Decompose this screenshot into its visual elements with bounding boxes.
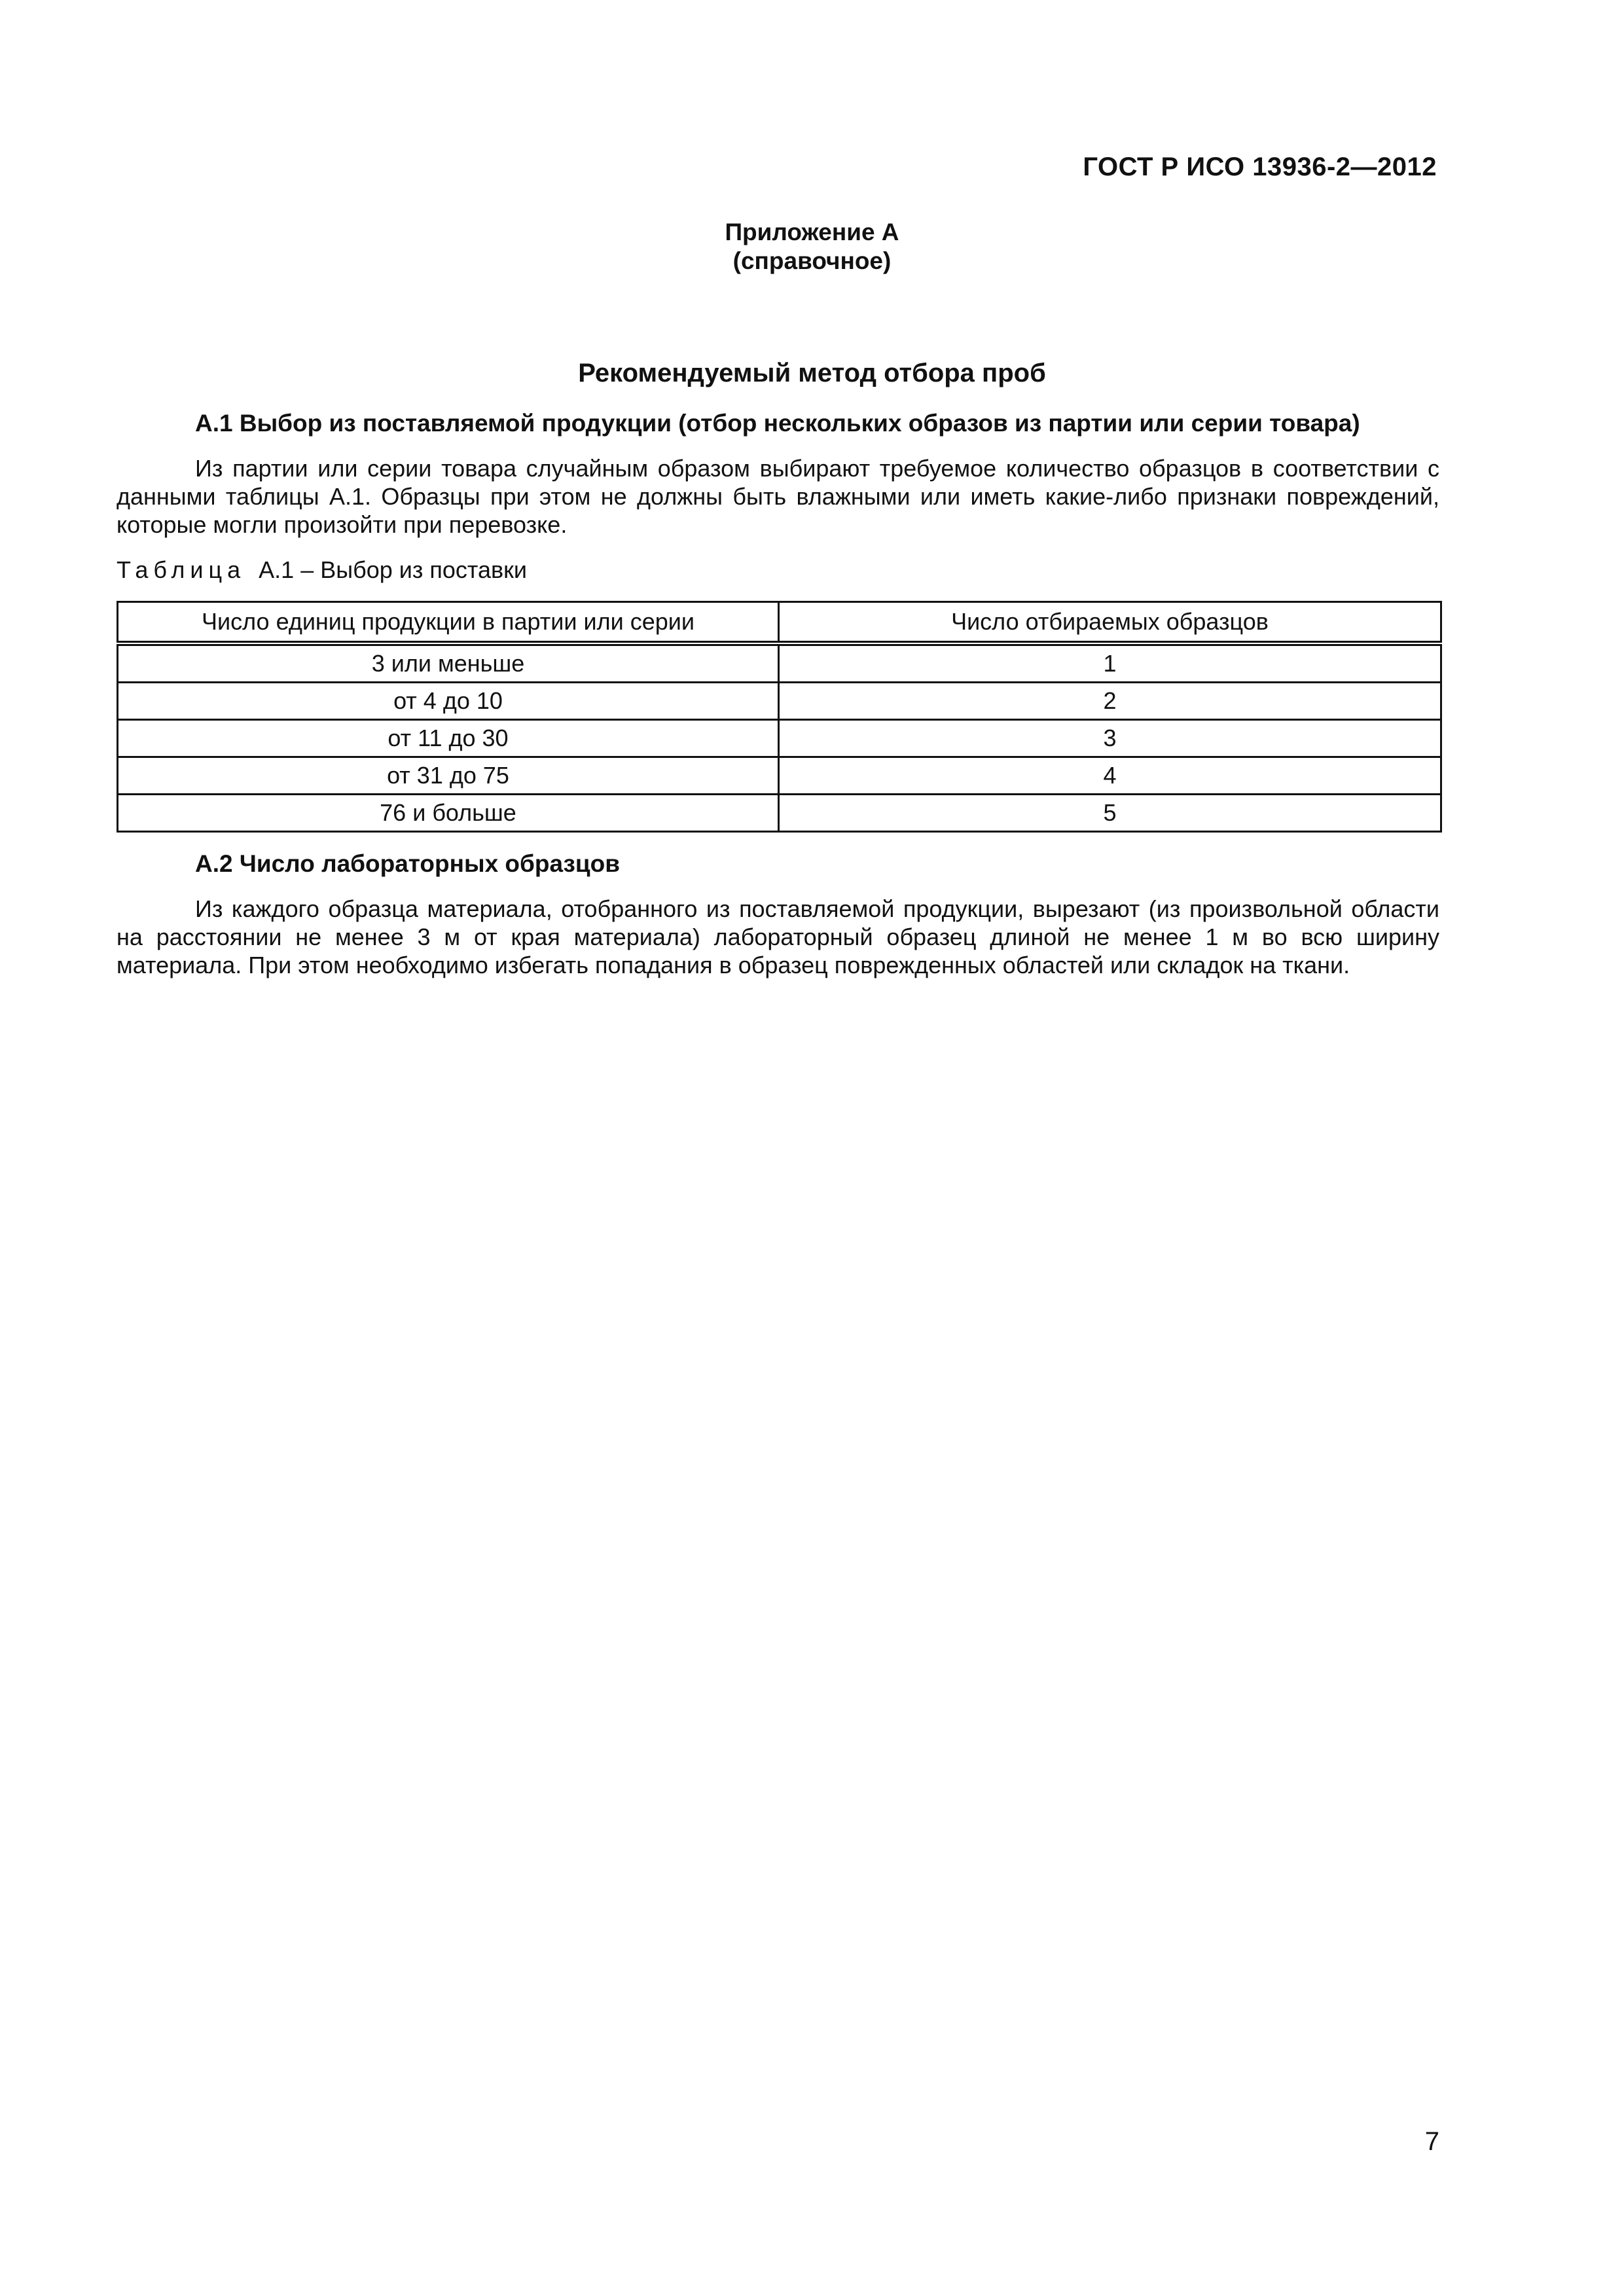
table-header-units: Число единиц продукции в партии или серии — [118, 602, 779, 644]
table-row — [118, 643, 1441, 683]
table-cell-units: 3 или меньше — [118, 643, 779, 683]
section-a1-paragraph-text: Из партии или серии товара случайным образом выбирают требуемое количество образцов в соответствии с данными таблицы А.1. Образцы при этом не должны быть влажными или иметь какие-либо признаки повреждений, которые могли произойти при перевозке. — [117, 455, 1439, 538]
page-number: 7 — [1424, 2127, 1439, 2156]
appendix-type: (справочное) — [732, 247, 892, 274]
table-caption-text: А.1 – Выбор из поставки — [259, 556, 528, 583]
table-cell-units: от 11 до 30 — [118, 720, 779, 757]
table-header-row — [118, 602, 1441, 644]
table-row — [118, 795, 1441, 832]
table-cell-units: от 4 до 10 — [118, 683, 779, 720]
table-cell-samples: 1 — [779, 643, 1441, 683]
table-row — [118, 683, 1441, 720]
table-row — [118, 720, 1441, 757]
table-cell-samples: 3 — [779, 720, 1441, 757]
table-cell-samples: 2 — [779, 683, 1441, 720]
section-a1-title: А.1 Выбор из поставляемой продукции (отбор нескольких образов из партии или серии товара) — [195, 410, 1360, 437]
table-caption-label: Таблица — [117, 556, 246, 583]
section-a2-title: А.2 Число лабораторных образцов — [195, 850, 620, 877]
table-row — [118, 757, 1441, 795]
table-cell-units: от 31 до 75 — [118, 757, 779, 795]
section-a2-paragraph-text: Из каждого образца материала, отобранного из поставляемой продукции, вырезают (из произвольной области на расстоянии не менее 3 м от края материала) лабораторный образец длиной не менее 1 м во всю ширину материала. При этом необходимо избегать попадания в образец поврежденных областей или складок на ткани. — [117, 895, 1439, 978]
section-a1-paragraph — [117, 454, 1439, 539]
table-cell-units: 76 и больше — [118, 795, 779, 832]
appendix-label: Приложение А — [725, 219, 899, 245]
selection-table — [117, 601, 1442, 833]
table-cell-samples: 4 — [779, 757, 1441, 795]
section-a2-paragraph — [117, 895, 1439, 979]
table-header-samples: Число отбираемых образцов — [779, 602, 1441, 644]
table-caption — [117, 556, 527, 584]
selection-table-wrapper — [117, 601, 1440, 833]
table-cell-samples: 5 — [779, 795, 1441, 832]
document-code: ГОСТ Р ИСО 13936-2—2012 — [1083, 152, 1437, 181]
main-title: Рекомендуемый метод отбора проб — [578, 359, 1046, 387]
